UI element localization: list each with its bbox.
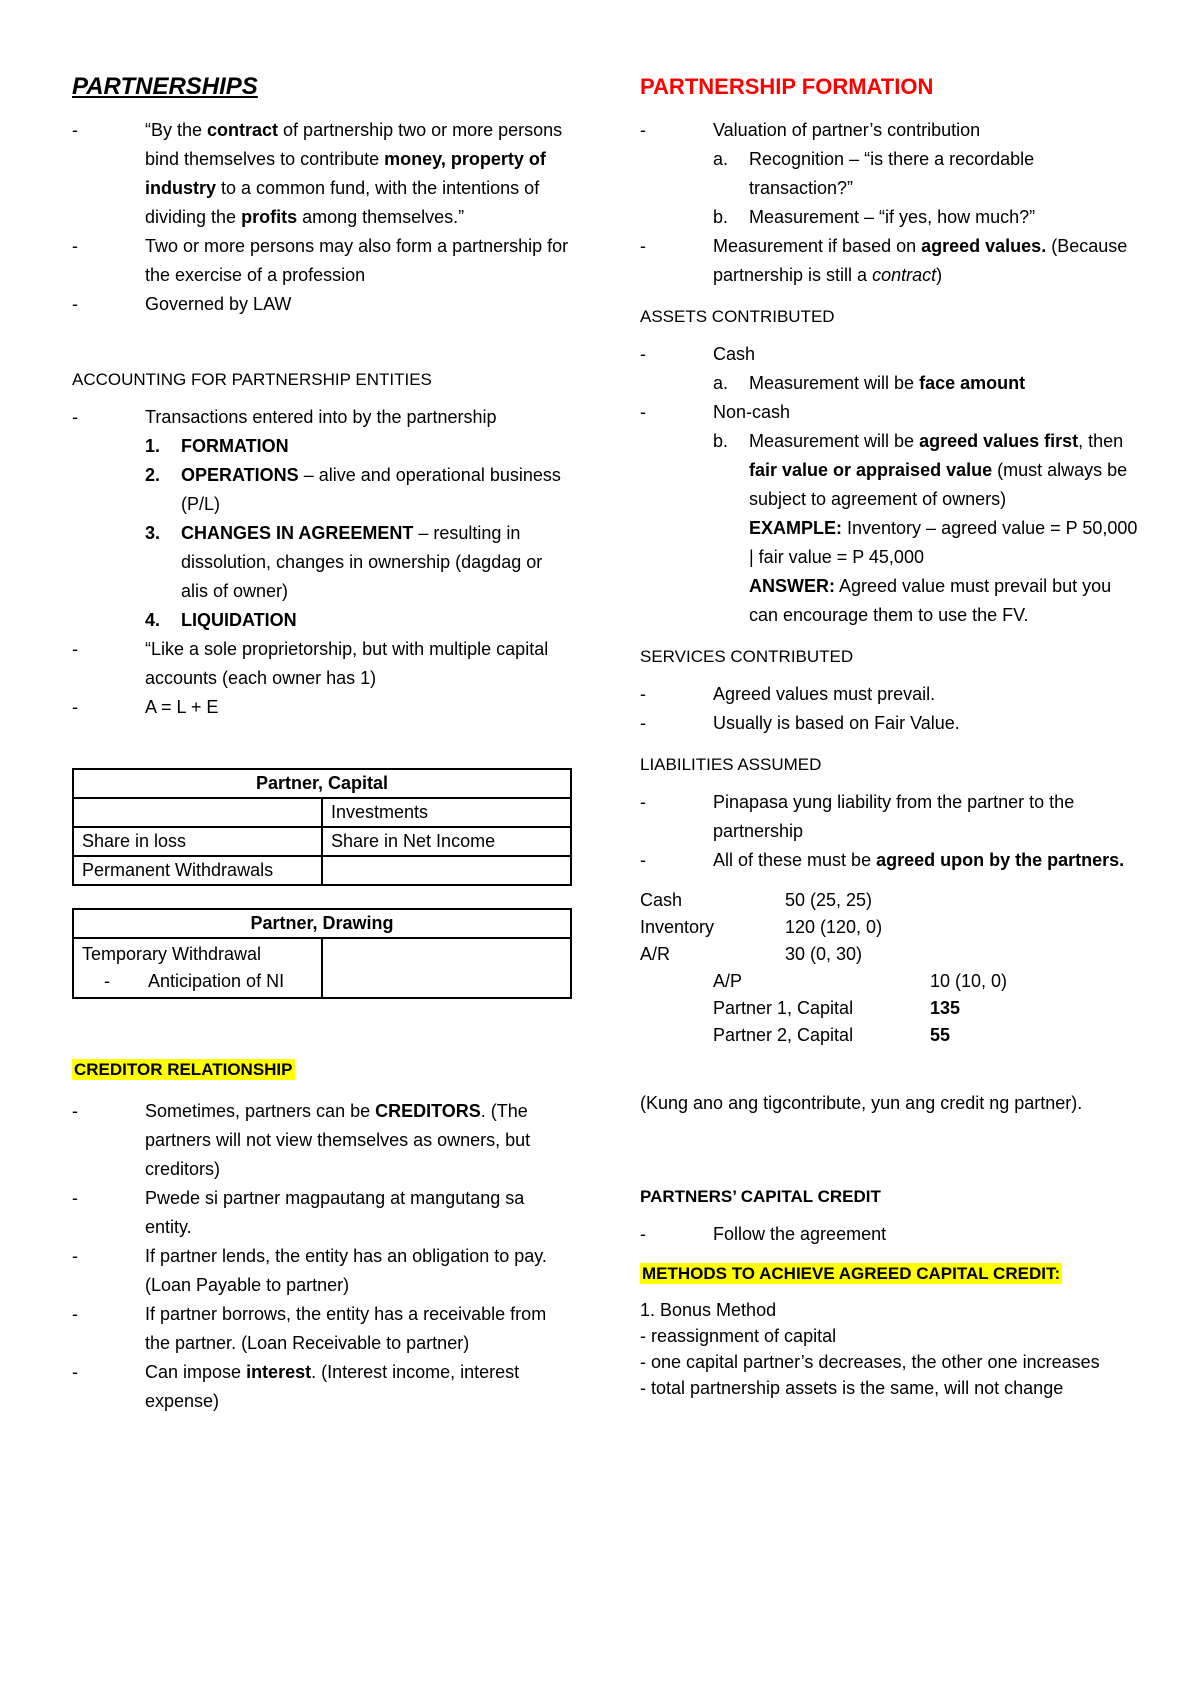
valuation-sub-item: a. Recognition – “is there a recordable transaction?”: [713, 149, 1035, 198]
methods-block: [640, 1297, 1140, 1401]
credit-note: (Kung ano ang tigcontribute, yun ang credit ng partner).: [640, 1093, 1083, 1113]
credit-amount: 135: [930, 998, 961, 1018]
accounting-step: 4. LIQUIDATION: [145, 610, 297, 630]
debit-amount: 30 (0, 30): [785, 944, 863, 964]
intro-list: [72, 116, 572, 319]
liabilities-heading: LIABILITIES ASSUMED: [640, 755, 822, 774]
measurement-item: - Measurement if based on agreed values. (Because partnership is still a contract): [640, 232, 1140, 290]
valuation-sub-item: b. Measurement – “if yes, how much?”: [713, 207, 1036, 227]
capital-credit-item: - Follow the agreement: [640, 1220, 1140, 1249]
accounting-lead: - Transactions entered into by the partnership: [72, 403, 572, 432]
capital-cell: Share in Net Income: [322, 827, 571, 856]
capital-cell: Investments: [322, 798, 571, 827]
capital-cell: [322, 856, 571, 885]
cash-item: - Cash: [640, 340, 1140, 369]
creditor-item: - If partner borrows, the entity has a receivable from the partner. (Loan Receivable to partner): [72, 1300, 572, 1358]
drawing-main: Temporary Withdrawal: [82, 944, 262, 964]
capital-cell: Permanent Withdrawals: [73, 856, 322, 885]
method-line: - total partnership assets is the same, will not change: [640, 1378, 1064, 1398]
formation-title: PARTNERSHIP FORMATION: [640, 74, 934, 99]
measurement-list: [640, 232, 1140, 290]
creditor-item: - Can impose interest. (Interest income, interest expense): [72, 1358, 572, 1416]
noncash-list: [640, 398, 1140, 427]
partnerships-title: PARTNERSHIPS: [72, 73, 258, 100]
cash-sub-item: a. Measurement will be face amount: [713, 373, 1026, 393]
debit-amount: 120 (120, 0): [785, 917, 883, 937]
capital-credit-list: [640, 1220, 1140, 1249]
services-heading: SERVICES CONTRIBUTED: [640, 647, 854, 666]
credit-amount: 55: [930, 1025, 951, 1045]
method-line: - reassignment of capital: [640, 1326, 837, 1346]
debit-account: A/R: [640, 944, 671, 964]
answer-line: ANSWER: Agreed value must prevail but you can encourage them to use the FV.: [749, 576, 1112, 625]
partner-drawing-table: [72, 908, 572, 999]
noncash-item: - Non-cash: [640, 398, 1140, 427]
capital-cell: [73, 798, 322, 827]
cash-sub-list: [640, 369, 1140, 398]
intro-item: - Two or more persons may also form a partnership for the exercise of a profession: [72, 232, 572, 290]
creditor-list: [72, 1097, 572, 1416]
accounting-list: [72, 403, 572, 432]
liabilities-list: [640, 788, 1140, 875]
accounting-note: - A = L + E: [72, 693, 572, 722]
liabilities-item: - All of these must be agreed upon by the partners.: [640, 846, 1140, 875]
drawing-left-cell: [73, 938, 322, 998]
intro-item: - “By the contract of partnership two or more persons bind themselves to contribute money, property of industry to a common fund, with the intentions of dividing the profits among themselves.”: [72, 116, 572, 232]
drawing-right-cell: [322, 938, 571, 998]
accounting-after-list: [72, 635, 572, 722]
credit-amount: 10 (10, 0): [930, 971, 1008, 991]
capital-cell: Share in loss: [73, 827, 322, 856]
drawing-table-title: Partner, Drawing: [73, 909, 571, 938]
accounting-steps: [72, 432, 572, 635]
debit-amount: 50 (25, 25): [785, 890, 873, 910]
debit-account: Inventory: [640, 917, 715, 937]
partner-capital-table: [72, 768, 572, 886]
method-line: 1. Bonus Method: [640, 1300, 777, 1320]
capital-credit-heading: PARTNERS’ CAPITAL CREDIT: [640, 1187, 881, 1206]
valuation-list: [640, 116, 1140, 145]
journal-entry: [640, 887, 1140, 1049]
methods-heading: METHODS TO ACHIEVE AGREED CAPITAL CREDIT:: [642, 1264, 1061, 1283]
drawing-sub: - Anticipation of NI: [104, 971, 285, 991]
creditor-item: - Sometimes, partners can be CREDITORS. (The partners will not view themselves as owners, but creditors): [72, 1097, 572, 1184]
noncash-sub-item: b. Measurement will be agreed values first, then fair value or appraised value (must always be subject to agreement of owners) EXAMPLE: Inventory – agreed value = P 50,000 | fair value = P 45,000 ANSWER: Agreed value must prevail but you can encourage them to use the FV.: [640, 427, 1140, 630]
credit-account: Partner 2, Capital: [713, 1025, 854, 1045]
assets-heading: ASSETS CONTRIBUTED: [640, 307, 835, 326]
example-line: EXAMPLE: Inventory – agreed value = P 50,000 | fair value = P 45,000: [749, 518, 1138, 567]
valuation-sub-list: [640, 145, 1140, 232]
services-item: - Usually is based on Fair Value.: [640, 709, 1140, 738]
assets-list: [640, 340, 1140, 369]
services-list: [640, 680, 1140, 738]
left-column: [72, 70, 572, 1416]
accounting-step: 2. OPERATIONS – alive and operational business (P/L): [145, 465, 561, 514]
liabilities-item: - Pinapasa yung liability from the partner to the partnership: [640, 788, 1140, 846]
creditor-item: - If partner lends, the entity has an obligation to pay. (Loan Payable to partner): [72, 1242, 572, 1300]
creditor-item: - Pwede si partner magpautang at mangutang sa entity.: [72, 1184, 572, 1242]
debit-account: Cash: [640, 890, 683, 910]
accounting-step: 3. CHANGES IN AGREEMENT – resulting in dissolution, changes in ownership (dagdag or alis of owner): [145, 523, 543, 601]
accounting-note: - “Like a sole proprietorship, but with multiple capital accounts (each owner has 1): [72, 635, 572, 693]
method-line: - one capital partner’s decreases, the other one increases: [640, 1352, 1100, 1372]
valuation-lead: - Valuation of partner’s contribution: [640, 116, 1140, 145]
right-column: [640, 70, 1140, 1401]
accounting-heading: ACCOUNTING FOR PARTNERSHIP ENTITIES: [72, 370, 432, 389]
credit-account: A/P: [713, 971, 743, 991]
accounting-step: 1. FORMATION: [145, 436, 289, 456]
intro-item: - Governed by LAW: [72, 290, 572, 319]
credit-account: Partner 1, Capital: [713, 998, 854, 1018]
capital-table-title: Partner, Capital: [73, 769, 571, 798]
services-item: - Agreed values must prevail.: [640, 680, 1140, 709]
creditor-heading: CREDITOR RELATIONSHIP: [74, 1060, 293, 1079]
noncash-sub-list: [640, 427, 1140, 630]
